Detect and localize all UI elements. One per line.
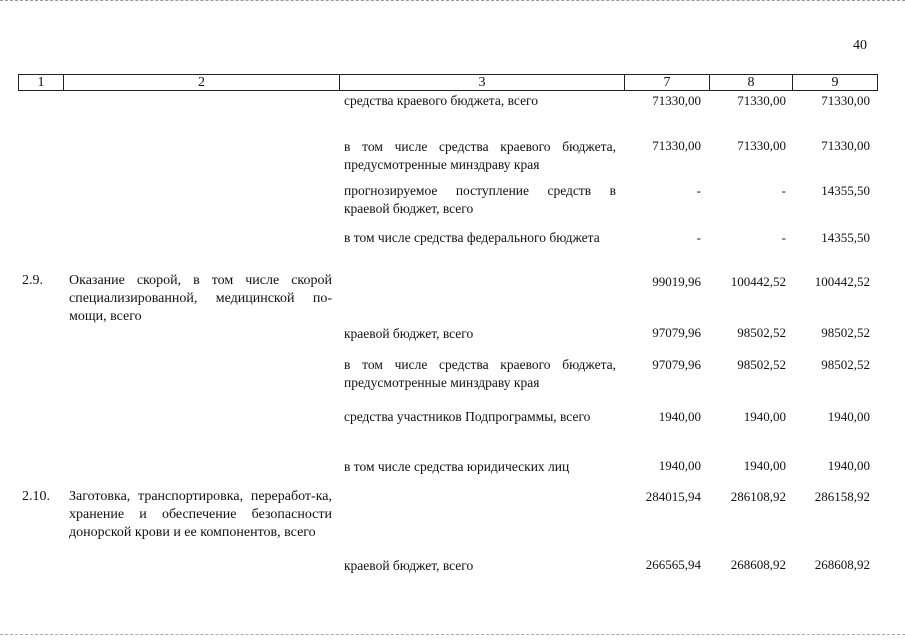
value-col-8: 268608,92 [730,557,786,572]
row-description: средства участников Подпрограммы, всего [344,409,591,424]
row-description: средства краевого бюджета, всего [344,93,539,108]
value-col-7: 71330,00 [652,138,701,153]
row-title: Заготовка, транспортировка, переработ-ка, хранение и обеспечение безопасности донорской крови и ее компонентов, всего [69,489,332,540]
value-col-7: 1940,00 [658,409,701,424]
row-description: в том числе средства краевого бюджета, предусмотренные минздраву края [344,357,616,390]
value-col-7: 284015,94 [645,489,701,504]
value-col-7: 97079,96 [652,325,701,340]
value-col-7: - [696,183,701,198]
value-col-7: 99019,96 [652,274,701,289]
value-col-8: - [781,230,786,245]
value-col-9: 71330,00 [821,138,870,153]
column-header-7: 7 [624,74,710,91]
value-col-9: 98502,52 [821,325,870,340]
value-col-8: 71330,00 [737,93,786,108]
value-col-8: 98502,52 [737,325,786,340]
page-edge-bottom [0,634,905,636]
value-col-7: 71330,00 [652,93,701,108]
row-description: в том числе средства краевого бюджета, предусмотренные минздраву края [344,139,616,172]
page-number: 40 [853,38,867,53]
row-description: в том числе средства юридических лиц [344,459,570,474]
value-col-8: 100442,52 [730,274,786,289]
row-index: 2.10. [22,489,50,504]
value-col-9: 71330,00 [821,93,870,108]
value-col-9: 100442,52 [814,274,870,289]
column-header-2: 2 [63,74,340,91]
row-description: краевой бюджет, всего [344,558,474,573]
row-description: прогнозируемое поступление средств в краевой бюджет, всего [344,183,616,216]
row-index: 2.9. [22,273,43,288]
column-header-9: 9 [792,74,878,91]
value-col-9: 268608,92 [814,557,870,572]
value-col-8: 98502,52 [737,357,786,372]
row-description: краевой бюджет, всего [344,326,474,341]
value-col-8: - [781,183,786,198]
value-col-7: 97079,96 [652,357,701,372]
value-col-9: 1940,00 [827,409,870,424]
column-header-8: 8 [709,74,793,91]
page-edge-top [0,0,905,3]
value-col-9: 1940,00 [827,458,870,473]
column-header-3: 3 [339,74,625,91]
value-col-9: 14355,50 [821,183,870,198]
row-title: Оказание скорой, в том числе скорой специализированной, медицинской по-мощи, всего [69,273,332,324]
value-col-9: 14355,50 [821,230,870,245]
row-description: в том числе средства федерального бюджета [344,230,600,245]
column-header-1: 1 [18,74,64,91]
value-col-7: 1940,00 [658,458,701,473]
value-col-8: 1940,00 [743,409,786,424]
value-col-7: - [696,230,701,245]
value-col-9: 286158,92 [814,489,870,504]
value-col-8: 286108,92 [730,489,786,504]
value-col-9: 98502,52 [821,357,870,372]
value-col-7: 266565,94 [645,557,701,572]
value-col-8: 1940,00 [743,458,786,473]
value-col-8: 71330,00 [737,138,786,153]
